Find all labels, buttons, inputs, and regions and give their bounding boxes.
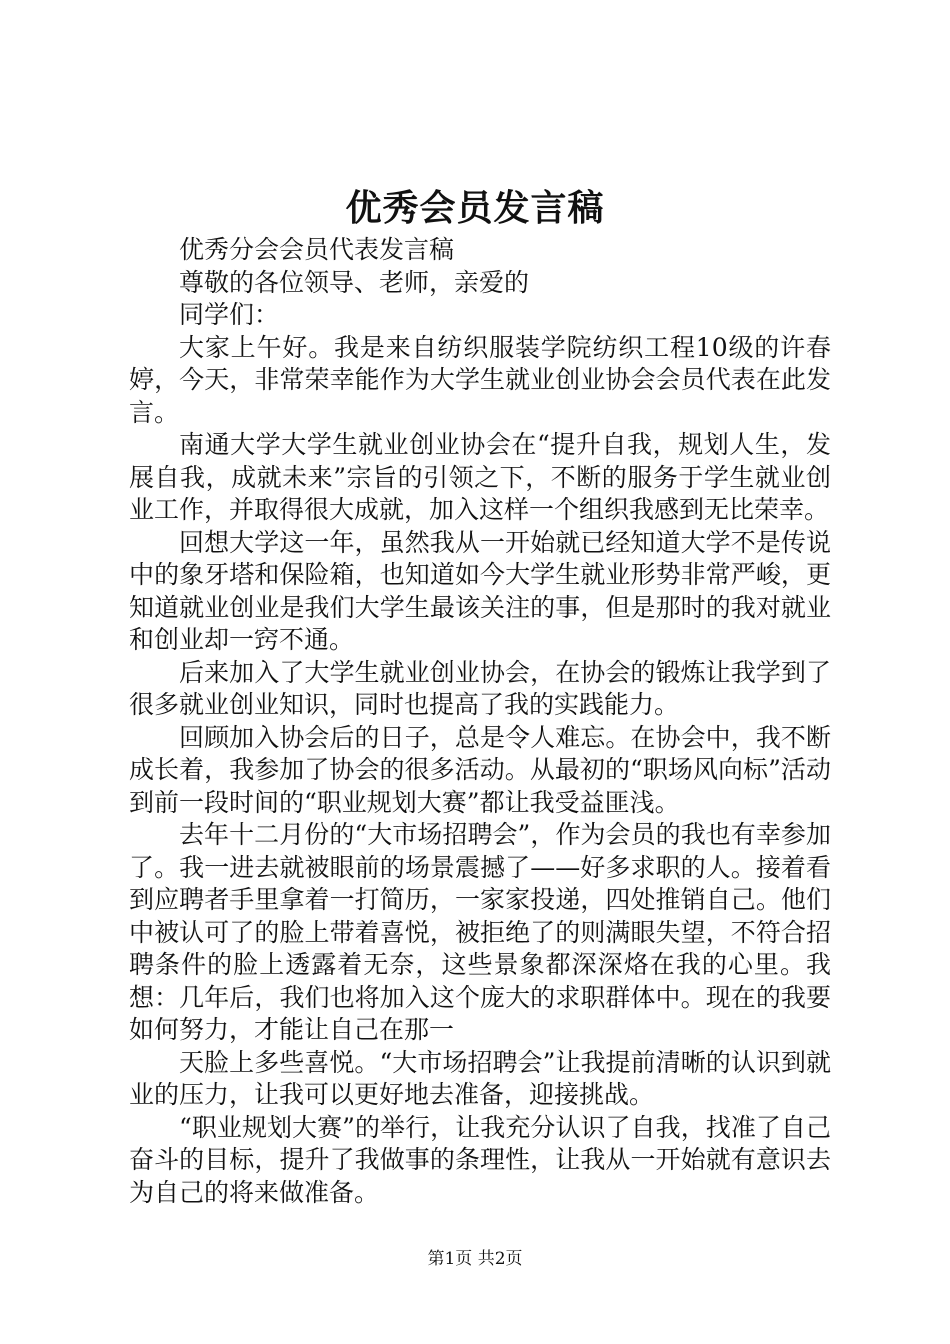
- paragraph: 大家上午好。我是来自纺织服装学院纺织工程10级的许春婷，今天，非常荣幸能作为大学生就业创业协会会员代表在此发言。: [129, 332, 831, 427]
- paragraph: 后来加入了大学生就业创业协会，在协会的锻炼让我学到了很多就业创业知识，同时也提高了我的实践能力。: [129, 657, 831, 719]
- document-title: 优秀会员发言稿: [345, 187, 605, 229]
- paragraph: 尊敬的各位领导、老师，亲爱的: [179, 267, 530, 297]
- page-footer: [0, 1247, 950, 1271]
- paragraph: 南通大学大学生就业创业协会在“提升自我，规划人生，发展自我，成就未来”宗旨的引领之下，不断的服务于学生就业创业工作，并取得很大成就，加入这样一个组织我感到无比荣幸。: [129, 430, 831, 524]
- paragraph: 天脸上多些喜悦。“大市场招聘会”让我提前清晰的认识到就业的压力，让我可以更好地去准备，迎接挑战。: [129, 1047, 831, 1109]
- paragraph: 优秀分会会员代表发言稿: [179, 235, 455, 264]
- paragraph: “职业规划大赛”的举行，让我充分认识了自我，找准了自己奋斗的目标，提升了我做事的条理性，让我从一开始就有意识去为自己的将来做准备。: [129, 1112, 831, 1207]
- paragraph: 回顾加入协会后的日子，总是令人难忘。在协会中，我不断成长着，我参加了协会的很多活动。从最初的“职场风向标”活动到前一段时间的“职业规划大赛”都让我受益匪浅。: [129, 722, 831, 817]
- paragraph: 同学们：: [179, 300, 280, 329]
- paragraph: 回想大学这一年，虽然我从一开始就已经知道大学不是传说中的象牙塔和保险箱，也知道如今大学生就业形势非常严峻，更知道就业创业是我们大学生最该关注的事，但是那时的我对就业和创业却一窍不通。: [129, 527, 831, 654]
- document-body: [129, 234, 831, 1209]
- page-number: 第1页 共2页: [427, 1249, 523, 1269]
- paragraph: 去年十二月份的“大市场招聘会”，作为会员的我也有幸参加了。我一进去就被眼前的场景震撼了——好多求职的人。接着看到应聘者手里拿着一打简历，一家家投递，四处推销自己。他们中被认可了的脸上带着喜悦，被拒绝了的则满眼失望，不符合招聘条件的脸上透露着无奈，这些景象都深深烙在我的心里。我想：几年后，我们也将加入这个庞大的求职群体中。现在的我要如何努力，才能让自己在那一: [129, 820, 831, 1044]
